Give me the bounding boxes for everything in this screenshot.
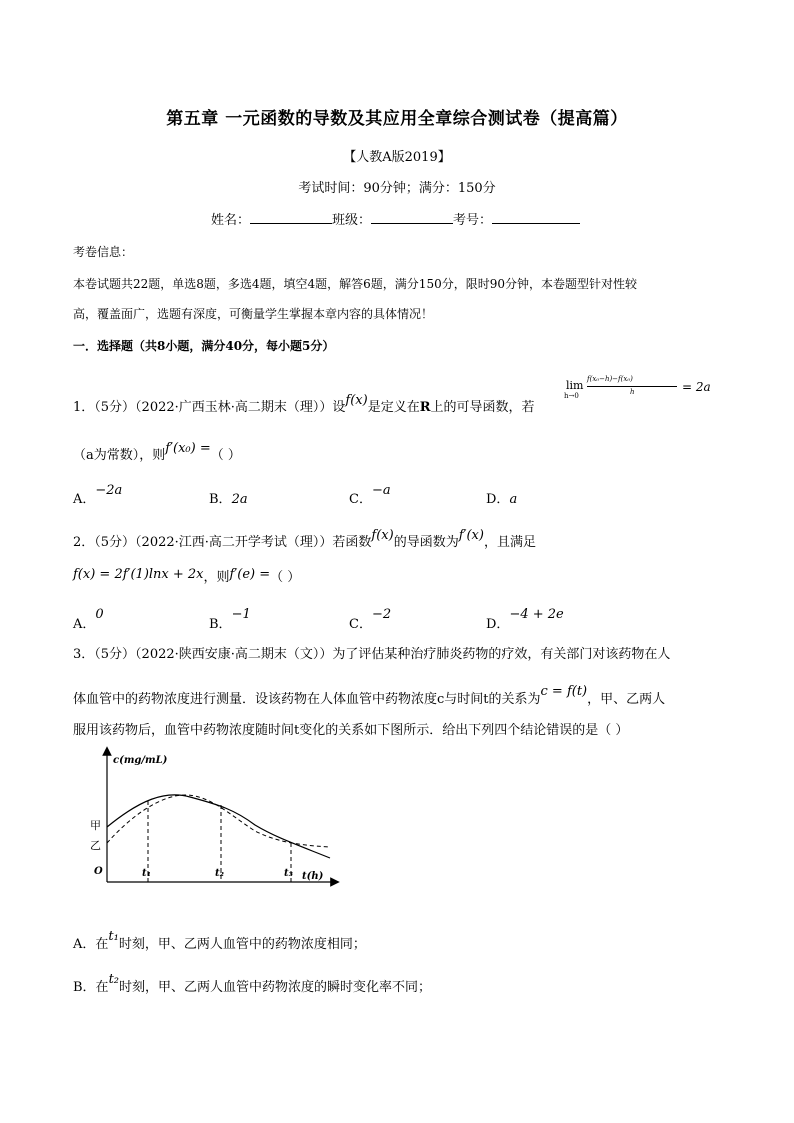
- frac-numerator: f(x₀−h)−f(x₀): [587, 375, 633, 383]
- t2-label: t₂: [215, 868, 224, 879]
- q3-line2-b: ，甲、乙两人: [587, 692, 666, 707]
- q2-option-a[interactable]: A．0: [73, 607, 104, 632]
- info-line-2: 高，覆盖面广，选题有深度，可衡量学生掌握本章内容的具体情况！: [73, 307, 434, 321]
- jia-label: 甲: [90, 819, 101, 832]
- q2-middle: 的导函数为: [393, 535, 459, 550]
- q2-option-c[interactable]: C．−2: [349, 607, 392, 632]
- student-info-row: [211, 209, 580, 228]
- q1-middle: 是定义在: [367, 400, 420, 415]
- q1-option-b[interactable]: B．2a: [209, 492, 248, 507]
- q1-option-a[interactable]: A．−2a: [73, 483, 123, 507]
- info-line-1: 本卷试题共22题，单选8题，多选4题，填空4题，解答6题，满分150分，限时90分钟，本卷题型针对性较: [73, 277, 637, 291]
- t3-label: t₃: [284, 868, 293, 879]
- q2-fe: f′(e) =: [229, 567, 271, 582]
- q1-limit-expression: [566, 372, 726, 402]
- name-label: 姓名：: [211, 213, 251, 228]
- q3-line2-a: 体血管中的药物浓度进行测量．设该药物在人体血管中药物浓度c与时间t的关系为: [73, 692, 541, 707]
- q2-blank: （ ）: [270, 570, 301, 585]
- q3-line-2: [73, 684, 666, 707]
- x-axis-label: t(h): [302, 871, 324, 882]
- q1-prefix: 1．（5分）（2022·广西玉林·高二期末（理））设: [73, 400, 346, 415]
- q3-expr: c = f(t): [540, 684, 588, 699]
- q2-then: ，则: [203, 570, 230, 585]
- id-field[interactable]: [492, 211, 580, 224]
- frac-rhs: = 2a: [682, 380, 711, 394]
- frac-denominator: h: [630, 388, 635, 396]
- q2-option-b[interactable]: B．−1: [209, 607, 251, 632]
- class-label: 班级：: [332, 213, 372, 228]
- id-label: 考号：: [453, 213, 493, 228]
- class-field[interactable]: [371, 211, 453, 224]
- q1-line2-a: （a为常数），则: [73, 448, 166, 463]
- q1-blank: （ ）: [210, 448, 241, 463]
- q1-line-2: [73, 441, 241, 463]
- lim-text: lim: [566, 379, 584, 392]
- q1-fx: f(x): [345, 393, 368, 408]
- curve-jia: [107, 795, 330, 858]
- origin-label: O: [94, 866, 103, 877]
- q2-fx: f(x): [371, 528, 394, 543]
- q1-line2-expr: f′(x₀) =: [165, 441, 211, 456]
- q3-option-a[interactable]: A．在t₁时刻，甲、乙两人血管中的药物浓度相同；: [73, 929, 366, 952]
- q2-prefix: 2．（5分）（2022·江西·高二开学考试（理））若函数: [73, 535, 372, 550]
- section-heading: 一．选择题（共8小题，满分40分，每小题5分）: [73, 339, 335, 353]
- yi-label: 乙: [90, 839, 101, 852]
- q1-R: R: [419, 400, 431, 415]
- q2-line-1: [73, 528, 536, 550]
- q2-line-2: [73, 566, 300, 585]
- exam-info: 考试时间：90分钟；满分：150分: [298, 181, 496, 196]
- q1-suffix: 上的可导函数，若: [430, 400, 535, 415]
- q2-option-d[interactable]: D．−4 + 2e: [486, 607, 564, 632]
- page-title: 第五章 一元函数的导数及其应用全章综合测试卷（提高篇）: [166, 109, 628, 129]
- q1-option-d[interactable]: D．a: [486, 492, 518, 507]
- q2-equation: f(x) = 2f′(1)lnx + 2x: [73, 567, 204, 582]
- q3-option-b[interactable]: B．在t₂时刻，甲、乙两人血管中药物浓度的瞬时变化率不同；: [73, 972, 432, 995]
- q3-line-1: 3．（5分）（2022·陕西安康·高二期末（文））为了评估某种治疗肺炎药物的疗效，有关部门对该药物在人: [73, 647, 671, 662]
- q3-line-3: 服用该药物后，血管中药物浓度随时间t变化的关系如下图所示．给出下列四个结论错误的是（ ）: [73, 723, 629, 738]
- y-axis-label: c(mg/mL): [113, 755, 168, 766]
- info-heading: 考卷信息：: [73, 245, 134, 259]
- frac-line: [587, 386, 677, 387]
- curve-yi: [107, 795, 330, 847]
- q2-fpx: f′(x): [458, 528, 484, 543]
- lim-sub: h→0: [564, 392, 579, 400]
- q1-option-c[interactable]: C．−a: [349, 483, 391, 507]
- edition-label: 【人教A版2019】: [343, 150, 451, 165]
- concentration-graph: [80, 745, 340, 895]
- q1-line-1: [73, 393, 535, 415]
- q2-suffix: ，且满足: [483, 535, 536, 550]
- t1-label: t₁: [142, 868, 151, 879]
- name-field[interactable]: [250, 211, 332, 224]
